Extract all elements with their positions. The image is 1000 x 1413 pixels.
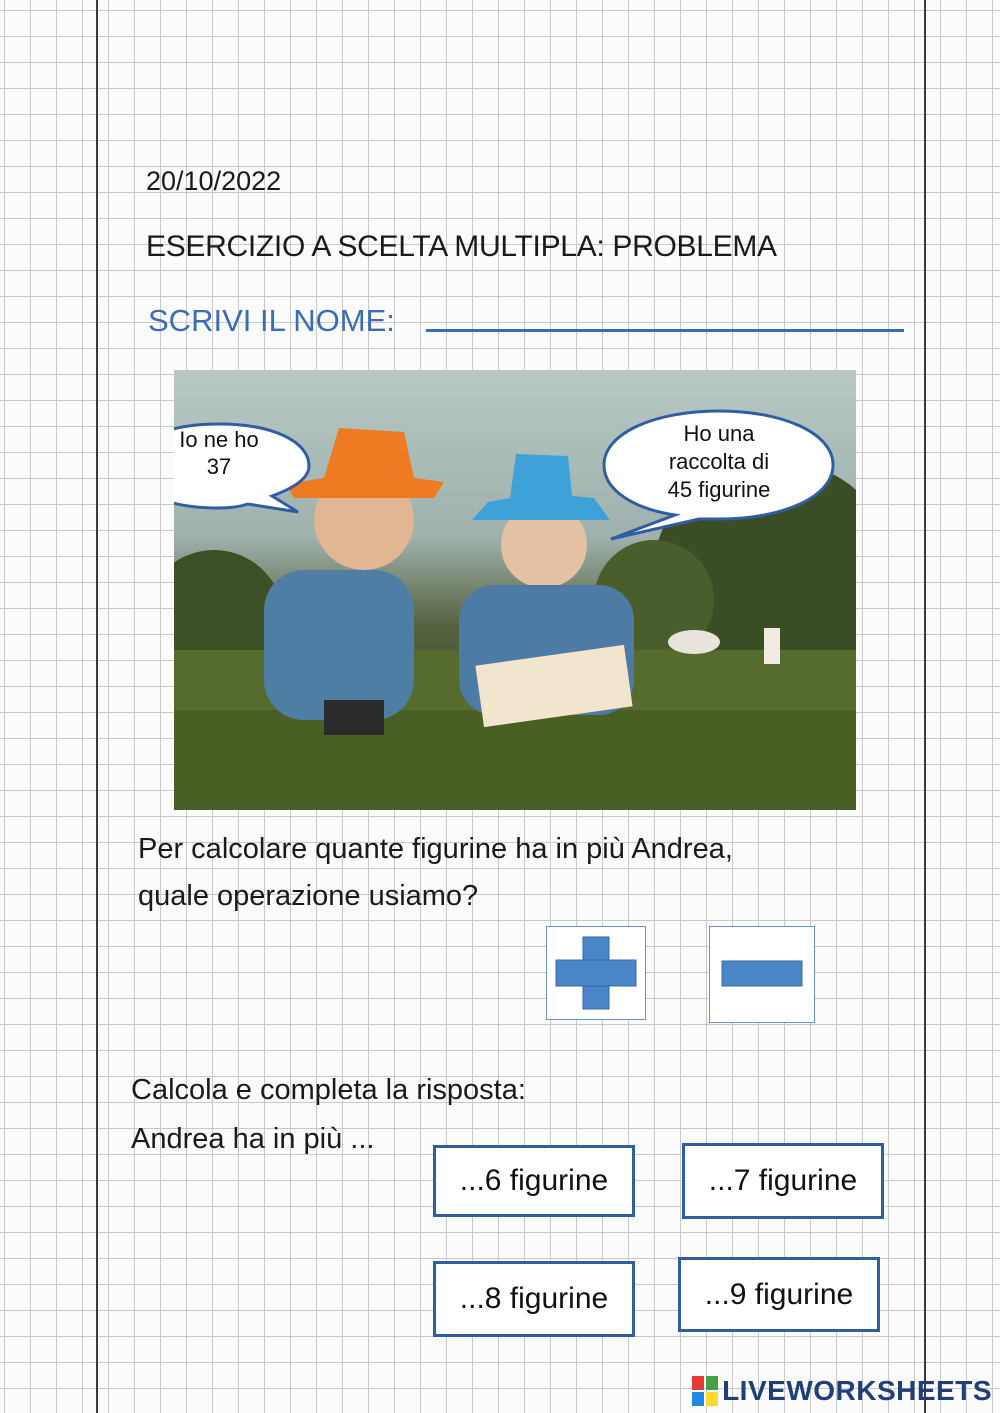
right-margin-line [924, 0, 926, 1413]
answer-option-7[interactable]: ...7 figurine [682, 1143, 884, 1219]
left-margin-line [96, 0, 98, 1413]
plus-icon [547, 927, 645, 1019]
answer-option-6[interactable]: ...6 figurine [433, 1145, 635, 1217]
minus-option[interactable] [709, 926, 815, 1023]
plus-option[interactable] [546, 926, 646, 1020]
date: 20/10/2022 [146, 166, 282, 196]
bubble-right-text: Ho una raccolta di 45 figurine [667, 421, 771, 502]
liveworksheets-logo [692, 1375, 992, 1407]
minus-icon [710, 927, 814, 1022]
name-label: SCRIVI IL NOME: [148, 303, 395, 338]
photo-children-reading [174, 370, 856, 810]
brand-name: LIVEWORKSHEETS [722, 1375, 992, 1406]
exercise-title: ESERCIZIO A SCELTA MULTIPLA: PROBLEMA [146, 230, 777, 263]
answer-prompt: Calcola e completa la risposta: Andrea ha in più ... [131, 1074, 526, 1155]
answer-option-8[interactable]: ...8 figurine [433, 1261, 635, 1337]
answer-option-9[interactable]: ...9 figurine [678, 1257, 880, 1332]
name-input-line[interactable] [426, 329, 904, 332]
question-text: Per calcolare quante figurine ha in più Andrea, quale operazione usiamo? [138, 833, 733, 912]
bubble-left-text: Io ne ho 37 [179, 427, 259, 479]
logo-mark-icon [692, 1376, 718, 1406]
